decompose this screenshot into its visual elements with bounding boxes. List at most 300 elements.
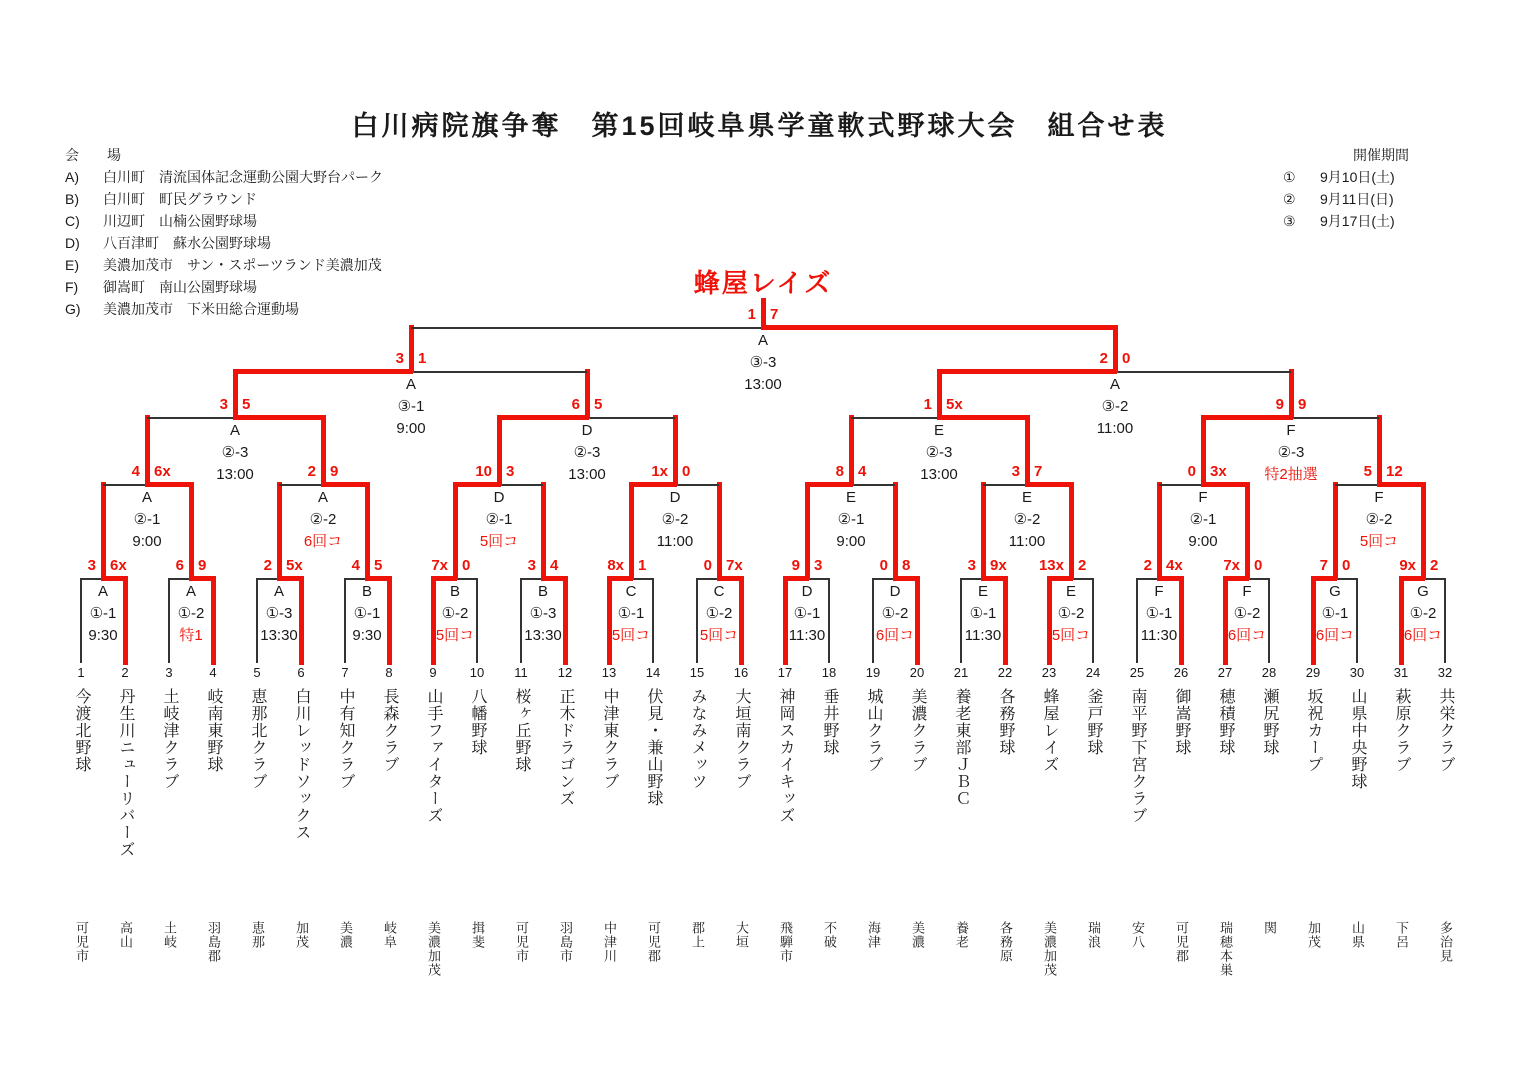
bracket-line-red <box>321 415 326 486</box>
score-left: 2 <box>1143 557 1152 574</box>
bracket-line-black <box>1444 578 1446 663</box>
match-game-number: ①-2 <box>1057 605 1085 622</box>
bracket-line-red <box>497 415 589 420</box>
bracket-line-black <box>80 578 82 663</box>
score-left: 0 <box>1187 463 1196 480</box>
match-game-number: ①-2 <box>1233 605 1261 622</box>
team-city: 美濃加茂 <box>1042 921 1057 977</box>
score-right: 0 <box>1122 350 1131 367</box>
bracket-line-black <box>1092 578 1094 663</box>
score-left: 1 <box>923 396 932 413</box>
match-game-number: ③-1 <box>397 398 425 415</box>
match-info: 9:30 <box>88 627 118 644</box>
team-city: 美濃加茂 <box>426 921 441 977</box>
bracket-line-red <box>145 482 193 487</box>
match-info: 13:30 <box>524 627 562 644</box>
score-left: 7x <box>431 557 448 574</box>
match-venue: E <box>1021 489 1033 506</box>
bracket-line-black <box>807 578 829 580</box>
team-name: 御嵩野球 <box>1173 688 1190 756</box>
venue-key: B) <box>65 191 79 207</box>
venue-name: 美濃加茂市 サン・スポーツランド美濃加茂 <box>103 257 382 273</box>
match-venue: A <box>229 422 241 439</box>
score-right: 4x <box>1166 557 1183 574</box>
score-left: 5 <box>1363 463 1372 480</box>
venue-row <box>65 232 383 254</box>
bracket-line-red <box>761 298 766 329</box>
team-name: 萩原クラブ <box>1393 688 1410 773</box>
bracket-line-red <box>673 415 678 486</box>
match-info: 9:00 <box>1188 533 1218 550</box>
venue-row <box>65 254 383 276</box>
bracket-line-red <box>1399 576 1404 665</box>
match-game-number: ②-2 <box>309 511 337 528</box>
bracket-line-red <box>893 482 898 580</box>
match-venue: F <box>1198 489 1208 506</box>
team-city: 海津 <box>866 921 881 949</box>
team-name: 恵那北クラブ <box>249 688 266 790</box>
match-game-number: ①-1 <box>353 605 381 622</box>
schedule-day-mark: ③ <box>1283 213 1296 229</box>
venue-key: E) <box>65 257 79 273</box>
score-left: 9x <box>1399 557 1416 574</box>
venue-list-heading: 会 場 <box>65 147 121 163</box>
match-game-number: ①-2 <box>705 605 733 622</box>
venue-row <box>65 166 383 188</box>
bracket-line-red <box>1245 482 1250 580</box>
bracket-line-red <box>101 482 106 580</box>
bracket-line-red <box>497 415 502 486</box>
match-game-number: ②-3 <box>573 444 601 461</box>
bracket-line-red <box>1003 576 1008 665</box>
bracket-line-black <box>411 327 763 329</box>
team-number: 3 <box>165 665 173 680</box>
bracket-line-red <box>453 482 501 487</box>
venue-row <box>65 276 383 298</box>
bracket-line-red <box>453 482 458 580</box>
team-city: 可児郡 <box>646 921 661 963</box>
match-info: 6回コ <box>1227 627 1267 644</box>
score-left: 2 <box>307 463 316 480</box>
bracket-line-red <box>717 482 722 580</box>
team-city: 安八 <box>1130 921 1145 949</box>
match-venue: A <box>757 332 769 349</box>
match-info: 13:00 <box>216 466 254 483</box>
match-info: 6回コ <box>303 533 343 550</box>
match-venue: A <box>273 583 285 600</box>
team-name: 共栄クラブ <box>1437 688 1454 773</box>
team-city: 可児郡 <box>1174 921 1189 963</box>
bracket-line-red <box>849 415 854 486</box>
match-venue: F <box>1242 583 1252 600</box>
score-right: 7 <box>1034 463 1043 480</box>
bracket-line-red <box>1025 482 1073 487</box>
team-number: 10 <box>469 665 485 680</box>
score-right: 2 <box>1078 557 1087 574</box>
team-city: 加茂 <box>1306 921 1321 949</box>
venue-row <box>65 298 383 320</box>
schedule-row <box>1283 210 1409 232</box>
bracket-line-red <box>937 369 942 419</box>
match-info: 13:00 <box>568 466 606 483</box>
schedule-row <box>1283 188 1409 210</box>
match-info: 13:00 <box>920 466 958 483</box>
team-name: 山県中央野球 <box>1349 688 1366 790</box>
match-info: 11:30 <box>964 627 1002 644</box>
match-venue: D <box>493 489 505 506</box>
score-left: 7x <box>1223 557 1240 574</box>
schedule-date: 9月11日(日) <box>1320 191 1394 207</box>
bracket-line-black <box>1159 484 1203 486</box>
bracket-line-red <box>783 576 788 665</box>
bracket-line-black <box>1071 578 1093 580</box>
score-left: 3 <box>219 396 228 413</box>
score-right: 5 <box>374 557 383 574</box>
score-left: 6 <box>175 557 184 574</box>
bracket-line-red <box>211 576 216 665</box>
score-right: 0 <box>682 463 691 480</box>
score-left: 10 <box>475 463 492 480</box>
team-name: 桜ヶ丘野球 <box>513 688 530 773</box>
bracket-line-black <box>1137 578 1159 580</box>
bracket-line-red <box>1157 482 1162 580</box>
match-game-number: ①-1 <box>1145 605 1173 622</box>
team-number: 2 <box>121 665 129 680</box>
match-game-number: ②-3 <box>1277 444 1305 461</box>
match-venue: E <box>933 422 945 439</box>
bracket-line-black <box>873 578 895 580</box>
match-game-number: ②-3 <box>221 444 249 461</box>
team-number: 20 <box>909 665 925 680</box>
bracket-line-black <box>1335 484 1379 486</box>
match-game-number: ①-2 <box>881 605 909 622</box>
bracket-line-black <box>411 371 587 373</box>
team-name: 丹生川ニューリバーズ <box>117 688 134 858</box>
team-number: 23 <box>1041 665 1057 680</box>
match-info: 11:30 <box>788 627 826 644</box>
score-right: 4 <box>858 463 867 480</box>
match-game-number: ①-2 <box>1409 605 1437 622</box>
score-left: 7 <box>1319 557 1328 574</box>
score-right: 5x <box>946 396 963 413</box>
team-city: 下呂 <box>1394 921 1409 949</box>
match-game-number: ①-1 <box>617 605 645 622</box>
bracket-line-black <box>697 578 719 580</box>
match-game-number: ①-2 <box>441 605 469 622</box>
match-game-number: ③-3 <box>749 354 777 371</box>
match-info: 特1 <box>179 627 203 644</box>
bracket-line-black <box>1291 417 1379 419</box>
bracket-line-red <box>431 576 436 665</box>
bracket-line-red <box>563 576 568 665</box>
team-number: 31 <box>1393 665 1409 680</box>
team-city: 各務原 <box>998 921 1013 963</box>
match-venue: D <box>801 583 813 600</box>
champion-name: 蜂屋レイズ <box>693 268 833 298</box>
match-info: 9:00 <box>396 420 426 437</box>
team-city: 羽島郡 <box>206 921 221 963</box>
venue-name: 川辺町 山楠公園野球場 <box>103 213 257 229</box>
team-city: 可児市 <box>514 921 529 963</box>
team-number: 17 <box>777 665 793 680</box>
bracket-line-red <box>233 415 325 420</box>
score-left: 3 <box>395 350 404 367</box>
bracket-line-red <box>629 482 677 487</box>
venue-name: 白川町 清流国体記念運動公園大野台パーク <box>103 169 383 185</box>
match-venue: F <box>1154 583 1164 600</box>
team-name: 土岐津クラブ <box>161 688 178 790</box>
team-city: 土岐 <box>162 921 177 949</box>
team-name: 長森クラブ <box>381 688 398 773</box>
bracket-line-black <box>168 578 170 663</box>
team-city: 山県 <box>1350 921 1365 949</box>
score-right: 0 <box>462 557 471 574</box>
match-game-number: ①-1 <box>89 605 117 622</box>
match-info: 9:30 <box>352 627 382 644</box>
team-city: 多治見 <box>1438 921 1453 963</box>
team-number: 9 <box>429 665 437 680</box>
venue-list <box>65 144 383 320</box>
score-left: 1x <box>651 463 668 480</box>
team-number: 15 <box>689 665 705 680</box>
score-right: 4 <box>550 557 559 574</box>
bracket-line-black <box>961 578 983 580</box>
match-venue: G <box>1329 583 1341 600</box>
bracket-line-red <box>607 576 612 665</box>
bracket-line-red <box>585 369 590 419</box>
score-right: 8 <box>902 557 911 574</box>
team-city: 羽島市 <box>558 921 573 963</box>
venue-key: F) <box>65 279 79 295</box>
team-number: 12 <box>557 665 573 680</box>
bracket-line-red <box>937 415 1029 420</box>
team-city: 瑞穂本巣 <box>1218 921 1233 977</box>
score-left: 2 <box>1099 350 1108 367</box>
score-right: 7 <box>770 306 779 323</box>
match-info: 5回コ <box>479 533 519 550</box>
team-name: 八幡野球 <box>469 688 486 756</box>
bracket-line-red <box>145 415 150 486</box>
bracket-line-black <box>696 578 698 663</box>
bracket-line-black <box>103 484 147 486</box>
schedule-list <box>1283 144 1409 232</box>
score-left: 0 <box>879 557 888 574</box>
match-venue: E <box>977 583 989 600</box>
team-name: 南平野下宮クラブ <box>1129 688 1146 824</box>
bracket-line-black <box>455 578 477 580</box>
match-game-number: ②-1 <box>837 511 865 528</box>
bracket-line-black <box>675 484 719 486</box>
team-number: 8 <box>385 665 393 680</box>
team-name: 垂井野球 <box>821 688 838 756</box>
bracket-line-red <box>915 576 920 665</box>
team-name: 蜂屋レイズ <box>1041 688 1058 773</box>
bracket-line-black <box>1247 578 1269 580</box>
team-name: 中津東クラブ <box>601 688 618 790</box>
bracket-line-black <box>851 417 939 419</box>
score-right: 5x <box>286 557 303 574</box>
score-left: 6 <box>571 396 580 413</box>
venue-name: 美濃加茂市 下米田総合運動場 <box>103 301 299 317</box>
team-city: 郡上 <box>690 921 705 949</box>
score-right: 3 <box>814 557 823 574</box>
score-left: 13x <box>1038 557 1064 574</box>
match-venue: A <box>405 376 417 393</box>
venue-row <box>65 188 383 210</box>
bracket-line-red <box>189 482 194 580</box>
match-info: 6回コ <box>875 627 915 644</box>
team-city: 岐阜 <box>382 921 397 949</box>
bracket-line-red <box>981 482 986 580</box>
bracket-line-red <box>1047 576 1052 665</box>
match-venue: F <box>1374 489 1384 506</box>
score-right: 6x <box>110 557 127 574</box>
bracket-line-red <box>1069 482 1074 580</box>
bracket-line-red <box>233 369 238 419</box>
team-city: 美濃 <box>338 921 353 949</box>
score-right: 1 <box>638 557 647 574</box>
match-info: 6回コ <box>1315 627 1355 644</box>
match-info: 9:00 <box>132 533 162 550</box>
team-number: 7 <box>341 665 349 680</box>
bracket-line-black <box>499 484 543 486</box>
bracket-line-black <box>1268 578 1270 663</box>
team-name: 穂積野球 <box>1217 688 1234 756</box>
bracket-line-black <box>1136 578 1138 663</box>
bracket-line-black <box>631 578 653 580</box>
team-name: 養老東部ＪＢＣ <box>953 688 970 807</box>
team-name: 白川レッドソックス <box>293 688 310 841</box>
match-info: 6回コ <box>1403 627 1443 644</box>
team-number: 26 <box>1173 665 1189 680</box>
match-venue: B <box>449 583 461 600</box>
bracket-line-red <box>1421 482 1426 580</box>
match-game-number: ②-1 <box>1189 511 1217 528</box>
match-game-number: ①-1 <box>969 605 997 622</box>
match-info: 5回コ <box>1359 533 1399 550</box>
bracket-line-black <box>279 484 323 486</box>
bracket-line-red <box>1311 576 1316 665</box>
score-right: 5 <box>242 396 251 413</box>
bracket-line-red <box>233 369 413 374</box>
venue-key: D) <box>65 235 80 251</box>
bracket-line-red <box>409 325 414 373</box>
team-number: 18 <box>821 665 837 680</box>
match-venue: D <box>889 583 901 600</box>
bracket-line-black <box>520 578 522 663</box>
score-left: 4 <box>351 557 360 574</box>
match-venue: D <box>581 422 593 439</box>
match-info: 13:00 <box>744 376 782 393</box>
team-name: 山手ファイターズ <box>425 688 442 824</box>
team-number: 4 <box>209 665 217 680</box>
tournament-title: 白川病院旗争奪 第15回岐阜県学童軟式野球大会 組合せ表 <box>351 111 1168 141</box>
bracket-line-black <box>587 417 675 419</box>
match-info: 11:00 <box>656 533 694 550</box>
team-name: 中有知クラブ <box>337 688 354 790</box>
match-info: 9:00 <box>836 533 866 550</box>
bracket-line-red <box>1025 415 1030 486</box>
bracket-line-black <box>1115 371 1291 373</box>
team-number: 14 <box>645 665 661 680</box>
match-game-number: ①-3 <box>265 605 293 622</box>
schedule-row <box>1283 166 1409 188</box>
team-name: 城山クラブ <box>865 688 882 773</box>
team-number: 6 <box>297 665 305 680</box>
team-number: 16 <box>733 665 749 680</box>
team-number: 27 <box>1217 665 1233 680</box>
team-number: 32 <box>1437 665 1453 680</box>
venue-key: G) <box>65 301 81 317</box>
schedule-day-mark: ② <box>1283 191 1296 207</box>
score-right: 9 <box>330 463 339 480</box>
score-left: 3 <box>87 557 96 574</box>
bracket-line-red <box>299 576 304 665</box>
team-name: 神岡スカイキッズ <box>777 688 794 824</box>
match-info: 5回コ <box>435 627 475 644</box>
score-right: 0 <box>1342 557 1351 574</box>
match-info: 11:00 <box>1096 420 1134 437</box>
bracket-line-red <box>937 369 1117 374</box>
match-venue: A <box>141 489 153 506</box>
bracket-line-red <box>277 482 282 580</box>
team-number: 29 <box>1305 665 1321 680</box>
team-name: 正木ドラゴンズ <box>557 688 574 807</box>
bracket-line-red <box>1113 325 1118 373</box>
bracket-line-black <box>1356 578 1358 663</box>
team-number: 1 <box>77 665 85 680</box>
score-right: 9x <box>990 557 1007 574</box>
team-name: みなみメッツ <box>689 688 706 790</box>
bracket-line-black <box>476 578 478 663</box>
team-number: 28 <box>1261 665 1277 680</box>
team-city: 養老 <box>954 921 969 949</box>
team-name: 岐南東野球 <box>205 688 222 773</box>
team-city: 揖斐 <box>470 921 485 949</box>
team-city: 不破 <box>822 921 837 949</box>
score-left: 3 <box>967 557 976 574</box>
match-venue: A <box>185 583 197 600</box>
team-name: 瀬尻野球 <box>1261 688 1278 756</box>
bracket-line-red <box>629 482 634 580</box>
bracket-line-red <box>805 482 810 580</box>
bracket-line-black <box>983 484 1027 486</box>
score-left: 0 <box>703 557 712 574</box>
bracket-line-red <box>1377 415 1382 486</box>
team-number: 24 <box>1085 665 1101 680</box>
bracket-line-black <box>960 578 962 663</box>
bracket-line-red <box>1179 576 1184 665</box>
score-left: 9 <box>791 557 800 574</box>
team-city: 関 <box>1262 921 1277 935</box>
match-venue: A <box>317 489 329 506</box>
team-city: 中津川 <box>602 921 617 963</box>
team-city: 高山 <box>118 921 133 949</box>
score-right: 7x <box>726 557 743 574</box>
team-name: 美濃クラブ <box>909 688 926 773</box>
bracket-line-red <box>1201 415 1206 486</box>
bracket-line-black <box>872 578 874 663</box>
score-right: 9 <box>198 557 207 574</box>
score-left: 3 <box>1011 463 1020 480</box>
team-name: 今渡北野球 <box>73 688 90 773</box>
score-right: 6x <box>154 463 171 480</box>
team-number: 13 <box>601 665 617 680</box>
match-game-number: ①-1 <box>793 605 821 622</box>
bracket-line-red <box>541 482 546 580</box>
bracket-line-black <box>257 578 279 580</box>
venue-key: A) <box>65 169 79 185</box>
